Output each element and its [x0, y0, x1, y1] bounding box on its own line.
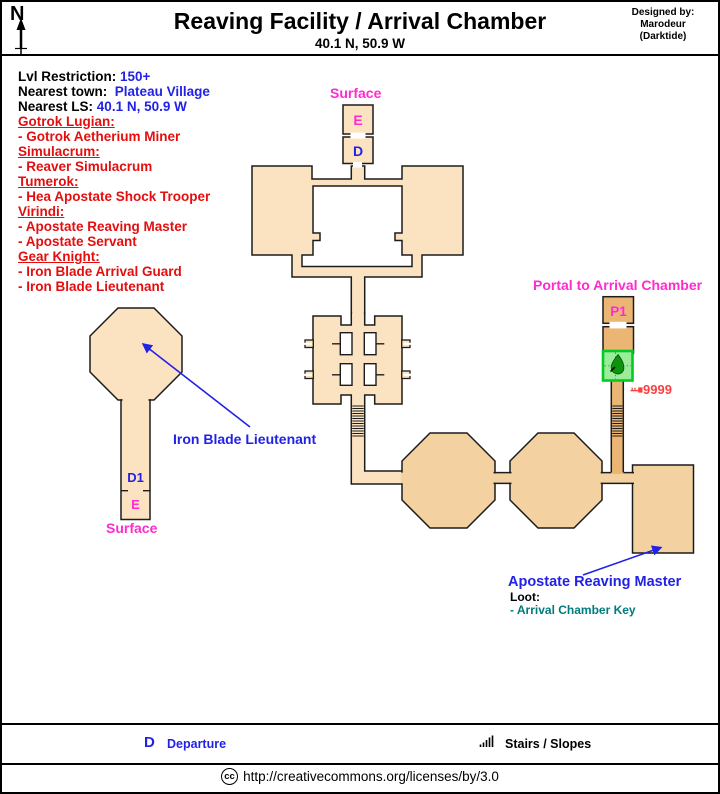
arrow-master [583, 548, 661, 576]
page-title: Reaving Facility / Arrival Chamber [173, 8, 547, 34]
east-octagon-1 [402, 433, 495, 528]
grid-cell [340, 333, 352, 355]
grid-cell [364, 333, 376, 355]
legend-row [2, 723, 718, 763]
surface-label-top: Surface [330, 85, 382, 101]
maze-grid-block [313, 313, 402, 484]
header [2, 2, 718, 56]
arrival-master-chamber [633, 465, 694, 553]
creature-entry: - Apostate Reaving Master [18, 219, 188, 234]
legend-stairs-label: Stairs / Slopes [505, 737, 592, 751]
creature-group: Simulacrum: [18, 144, 100, 159]
map-area [2, 56, 718, 723]
creature-group: Virindi: [18, 204, 65, 219]
info-panel [18, 69, 210, 294]
portal-title-label: Portal to Arrival Chamber [533, 277, 703, 293]
compass-north-label: N [10, 3, 25, 25]
lieutenant-label: Iron Blade Lieutenant [173, 431, 317, 447]
door-gap-e-d [351, 133, 366, 139]
creature-entry: - Iron Blade Arrival Guard [18, 264, 182, 279]
west-octagon-room [90, 308, 182, 400]
connector-octagons [494, 473, 512, 482]
resist-value: 9999 [643, 382, 672, 397]
connector-chamber [601, 473, 634, 482]
loot-item: - Arrival Chamber Key [510, 603, 636, 617]
surface-label-left: Surface [106, 520, 158, 536]
p1-label: P1 [610, 304, 627, 319]
page-coordinates: 40.1 N, 50.9 W [314, 36, 406, 51]
east-octagon-2 [510, 433, 602, 528]
door-gap-d-corridor [353, 162, 362, 168]
central-complex [252, 166, 463, 315]
creative-commons-icon: cc [221, 768, 238, 785]
creature-entry: - Hea Apostate Shock Trooper [18, 189, 211, 204]
footer [2, 763, 718, 788]
portal-room-p1-lower [603, 327, 634, 354]
nearest-town-line: Nearest town: Plateau Village [18, 84, 210, 99]
creature-group: Tumerok: [18, 174, 79, 189]
legend-departure-symbol: D [144, 734, 155, 751]
license-url: http://creativecommons.org/licenses/by/3.0 [243, 769, 499, 784]
creature-entry: - Apostate Servant [18, 234, 137, 249]
creature-group: Gotrok Lugian: [18, 114, 115, 129]
designer-credit: Designed by: Marodeur (Darktide) [631, 7, 695, 42]
creature-group: Gear Knight: [18, 249, 100, 264]
entry-e-label: E [353, 112, 363, 128]
legend-departure-label: Departure [167, 737, 227, 751]
junction-corridor-octagon1 [401, 473, 404, 484]
lvl-restriction-line: Lvl Restriction: 150+ [18, 69, 151, 84]
exit-e-label: E [131, 497, 140, 512]
nearest-ls-line: Nearest LS: 40.1 N, 50.9 W [18, 99, 187, 114]
stairs-hatch-portal [612, 406, 622, 436]
loot-label: Loot: [510, 590, 540, 604]
creature-entry: - Iron Blade Lieutenant [18, 279, 165, 294]
stairs-icon [479, 734, 495, 748]
junction-ring-grid [352, 312, 364, 317]
creature-entry: - Gotrok Aetherium Miner [18, 129, 181, 144]
master-label: Apostate Reaving Master [508, 574, 682, 590]
stairs-hatch-grid [352, 406, 363, 436]
door-gap-p1 [610, 322, 627, 329]
grid-cell [340, 364, 352, 386]
key-icon [631, 387, 643, 392]
junction-octagon-corridor [123, 398, 149, 402]
creature-entry: - Reaver Simulacrum [18, 159, 153, 174]
grid-cell [364, 364, 376, 386]
exit-d1-label: D1 [127, 470, 144, 485]
entry-d-label: D [352, 143, 364, 159]
